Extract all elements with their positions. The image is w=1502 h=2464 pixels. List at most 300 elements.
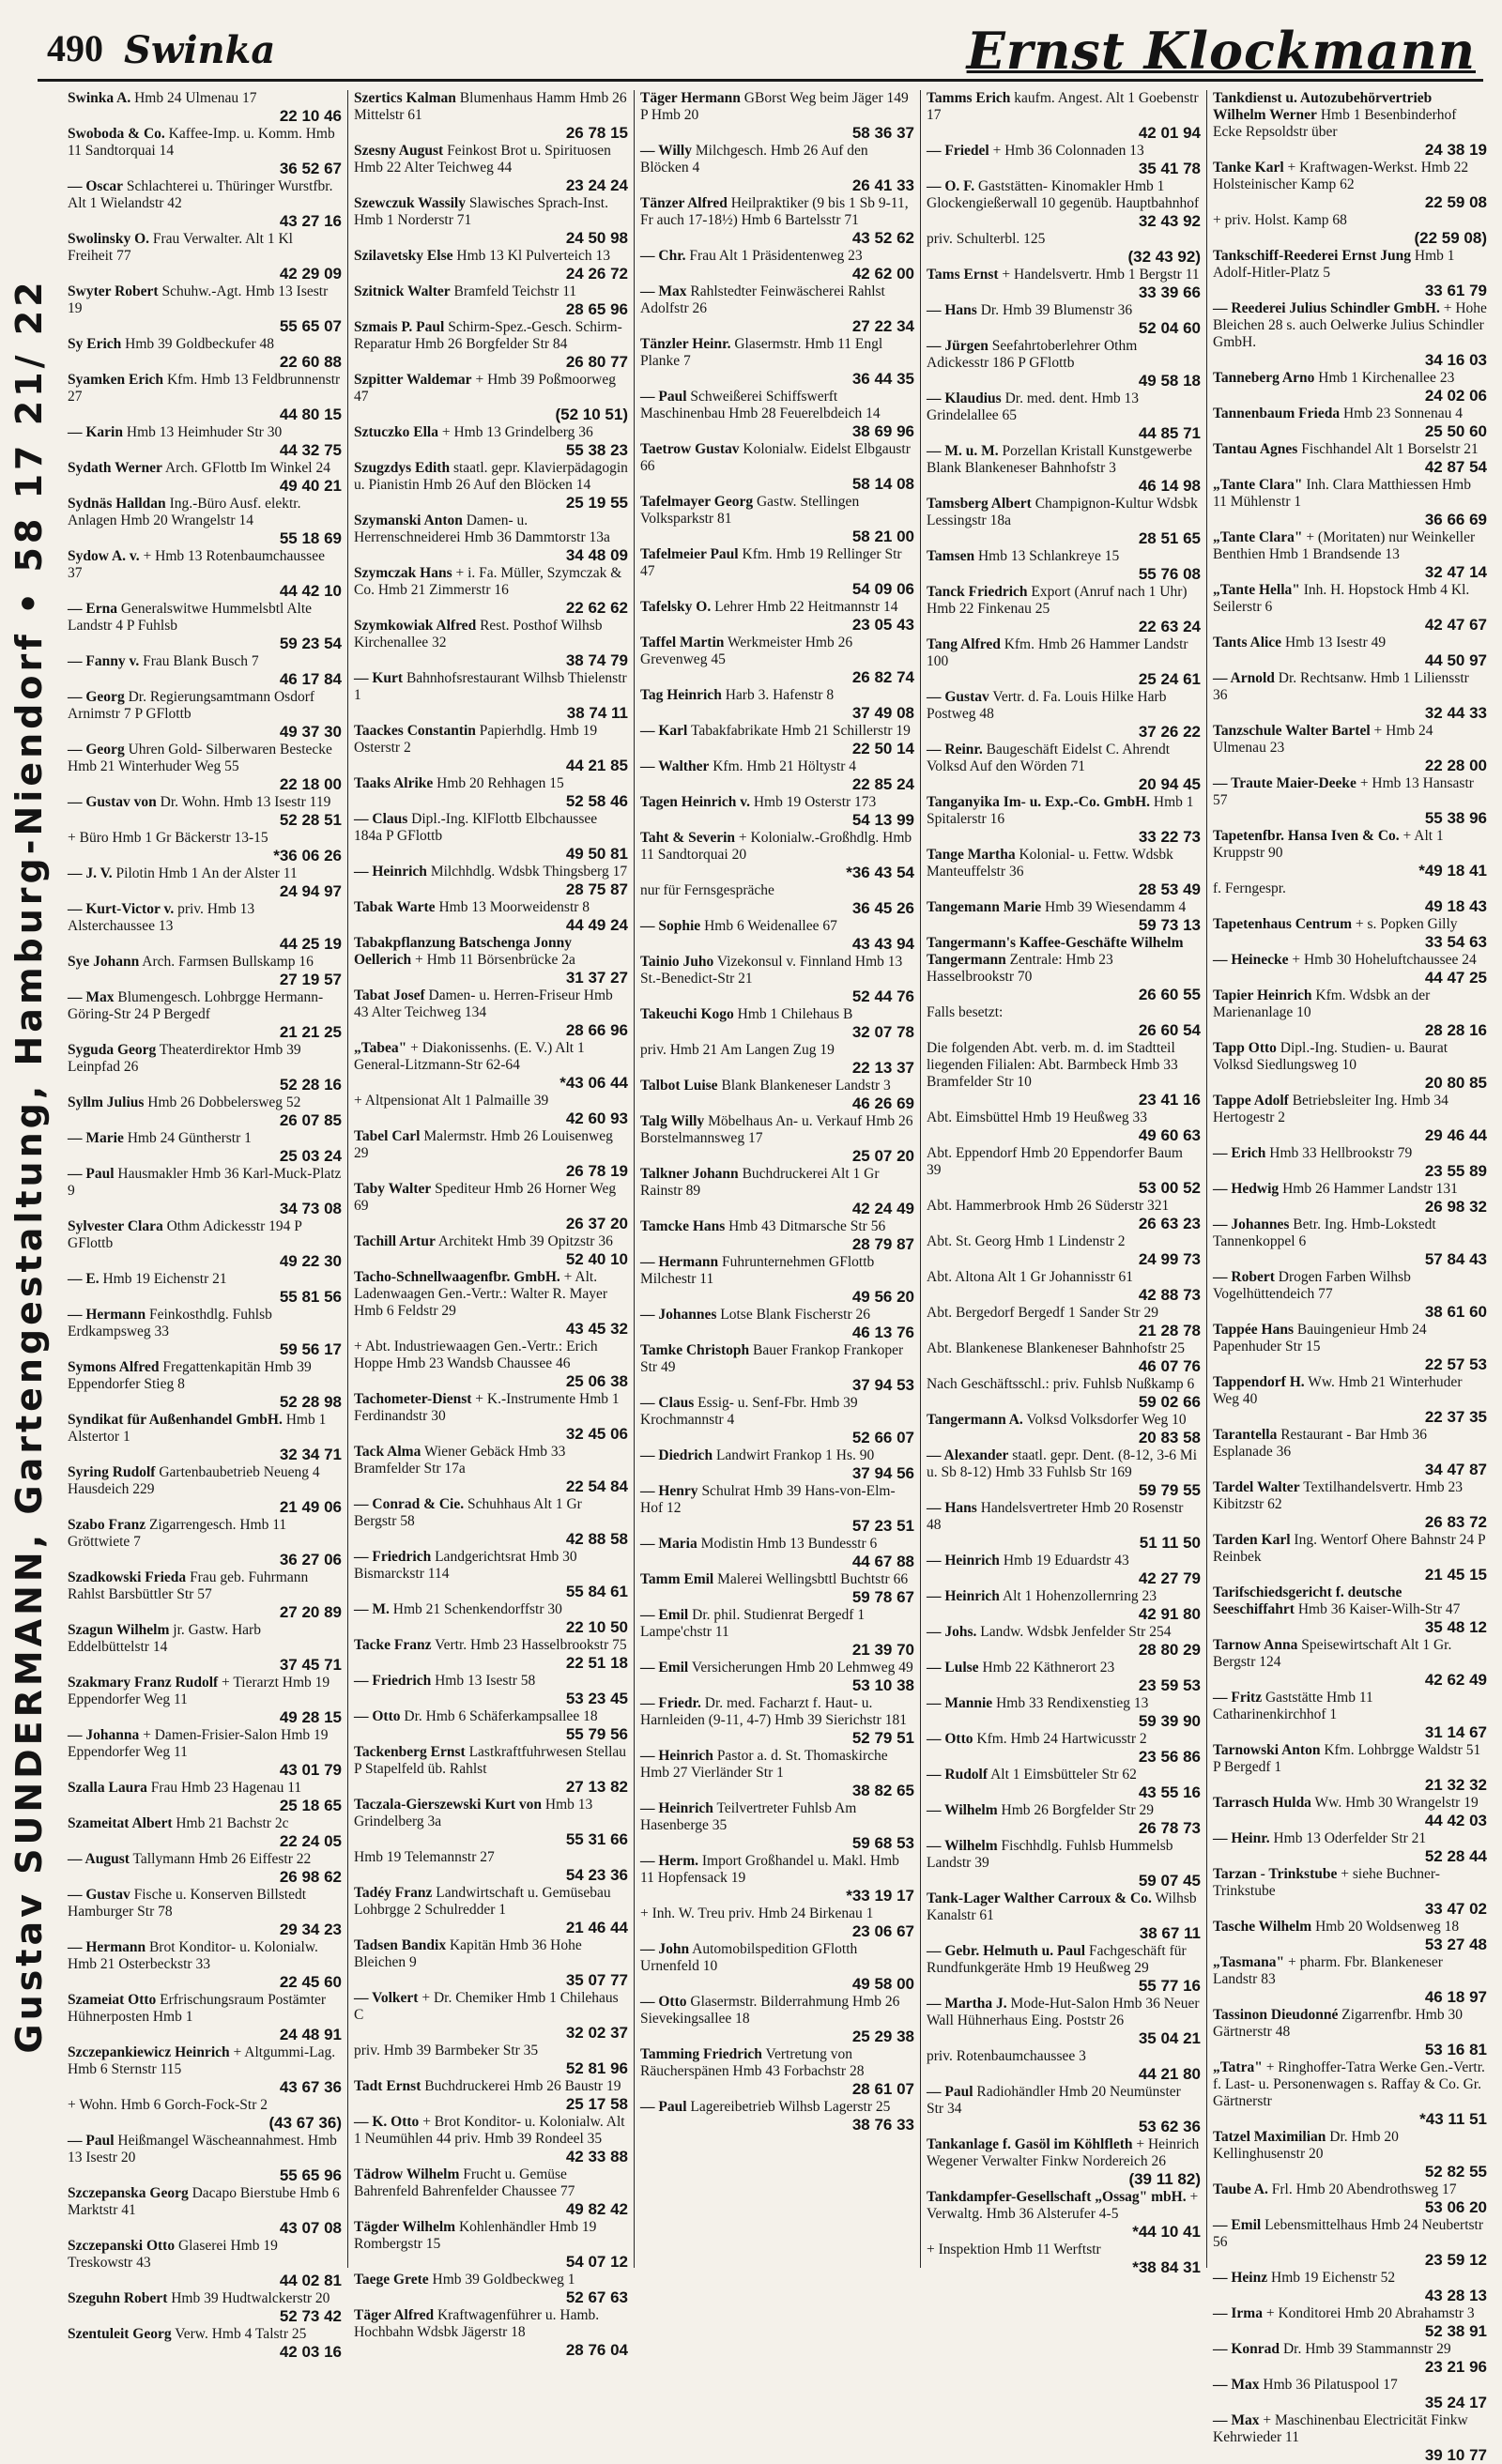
entry-name: „Tante Hella" xyxy=(1213,582,1300,598)
entry-detail: + pharm. Fbr. Blankeneser Landstr 83 xyxy=(1213,1954,1443,1987)
entry-name: Taffel Martin xyxy=(640,635,725,650)
entry-name: Tapier Heinrich xyxy=(1213,987,1312,1003)
entry-phone: 59 78 67 xyxy=(851,1588,914,1606)
directory-entry xyxy=(354,618,628,669)
entry-detail: Dr. Hmb 39 Blumenstr 36 xyxy=(980,302,1133,318)
entry-detail: Dr. Hmb 20 Kellinghusenstr 20 xyxy=(1213,2129,1399,2162)
directory-entry xyxy=(354,2114,628,2166)
entry-detail: Slawisches Sprach-Inst. Hmb 1 Norderstr 71 xyxy=(354,195,608,228)
directory-entry xyxy=(354,864,628,898)
directory-entry xyxy=(640,195,914,247)
entry-detail: Porzellan Kristall Kunstgewerbe Blank Blankeneser Bahnhofstr 3 xyxy=(927,443,1192,476)
entry-phone: *38 84 31 xyxy=(1132,2258,1201,2276)
entry-name: — Erna xyxy=(68,601,117,617)
entry-phone: 44 47 25 xyxy=(1424,969,1487,987)
entry-name: — Heinz xyxy=(1213,2270,1268,2286)
entry-phone: 57 23 51 xyxy=(851,1517,914,1535)
entry-detail: Glasermstr. Hmb 11 Engl Planke 7 xyxy=(640,336,883,369)
entry-detail: Hmb 39 Hudtwalckerstr 20 xyxy=(171,2290,330,2306)
directory-entry xyxy=(1213,300,1487,369)
entry-phone: 22 28 00 xyxy=(1424,757,1487,774)
entry-phone: 52 28 16 xyxy=(279,1076,342,1094)
entry-name: Taczala-Gierszewski Kurt von xyxy=(354,1797,543,1813)
entry-detail: + (Moritaten) nur Weinkeller Benthien Hmb 1 Brandsende 13 xyxy=(1213,529,1476,562)
entry-detail: Papierhdlg. Hmb 19 Osterstr 2 xyxy=(354,723,598,756)
entry-detail: Erfrischungsraum Postämter Hühnerposten Hmb 1 xyxy=(68,1992,327,2025)
entry-detail: Buchdruckerei Hmb 26 Baustr 19 xyxy=(424,2078,621,2094)
entry-phone: 22 10 50 xyxy=(565,1618,628,1636)
entry-phone: 59 73 13 xyxy=(1138,916,1201,934)
entry-name: Szameiat Otto xyxy=(68,1992,157,2008)
entry-detail: Ing. Wentorf Ohere Bahnstr 24 P Reinbek xyxy=(1213,1532,1486,1565)
entry-detail: Dr. Hmb 39 Stammannstr 29 xyxy=(1282,2341,1451,2357)
entry-name: Tankdienst u. Autozubehörvertrieb Wilhelm Werner xyxy=(1213,90,1433,123)
entry-name: „Tasmana" xyxy=(1213,1954,1285,1970)
entry-phone: 42 62 00 xyxy=(851,265,914,283)
entry-name: — Arnold xyxy=(1213,670,1275,686)
entry-name: Szymkowiak Alfred xyxy=(354,618,477,634)
entry-detail: Harb 3. Hafenstr 8 xyxy=(725,687,835,703)
entry-name: Szugzdys Edith xyxy=(354,460,451,476)
directory-column-4 xyxy=(920,90,1206,2276)
entry-phone: 42 91 80 xyxy=(1138,1605,1201,1623)
entry-detail: Hmb 13 Schlankreye 15 xyxy=(977,548,1120,564)
entry-phone: 53 10 38 xyxy=(851,1676,914,1694)
directory-entry xyxy=(640,1905,914,1940)
directory-entry xyxy=(354,935,628,987)
entry-phone: 34 73 08 xyxy=(279,1200,342,1217)
directory-entry xyxy=(640,1078,914,1112)
entry-name: Szilavetsky Else xyxy=(354,248,453,264)
entry-detail: Lehrer Hmb 22 Heitmannstr 14 xyxy=(714,599,898,615)
entry-name: Tapetenfbr. Hansa Iven & Co. xyxy=(1213,828,1400,844)
entry-detail: priv. Hmb 21 Am Langen Zug 19 xyxy=(640,1042,835,1058)
entry-phone: 21 21 25 xyxy=(279,1023,342,1041)
entry-detail: Fische u. Konserven Billstedt Hamburger Str 78 xyxy=(68,1887,307,1920)
entry-phone: 49 28 15 xyxy=(279,1708,342,1726)
entry-detail: Malermstr. Hmb 26 Louisenweg 29 xyxy=(354,1128,613,1161)
entry-detail: Fachgeschäft für Rundfunkgeräte Hmb 19 Heußweg 29 xyxy=(927,1943,1187,1976)
entry-detail: Hmb 39 Goldbeckufer 48 xyxy=(125,336,274,352)
directory-entry xyxy=(1213,723,1487,774)
entry-detail: Hmb 13 Isestr 49 xyxy=(1284,635,1387,650)
entry-name: Täger Alfred xyxy=(354,2307,435,2323)
entry-phone: 49 37 30 xyxy=(279,723,342,741)
entry-name: Sydath Werner xyxy=(68,460,162,476)
directory-entry xyxy=(354,1040,628,1092)
entry-name: Tanganyika Im- u. Exp.-Co. GmbH. xyxy=(927,794,1151,810)
entry-name: — Johs. xyxy=(927,1624,977,1640)
entry-name: Szeguhn Robert xyxy=(68,2290,168,2306)
entry-detail: Frau Hmb 23 Hagenau 11 xyxy=(150,1780,302,1796)
page-number: 490 xyxy=(47,27,103,69)
directory-entry xyxy=(68,178,342,230)
entry-detail: Arch. GFlottb Im Winkel 24 xyxy=(164,460,330,476)
entry-phone: 59 56 17 xyxy=(279,1340,342,1358)
entry-detail: Heilpraktiker (9 bis 1 Sb 9-11, Fr auch 17-18½) Hmb 6 Bartelsstr 71 xyxy=(640,195,909,228)
entry-name: Tacke Franz xyxy=(354,1637,432,1653)
entry-name: — Hans xyxy=(927,302,977,318)
entry-detail: Betr. Ing. Hmb-Lokstedt Tannenkoppel 6 xyxy=(1213,1217,1436,1249)
directory-entry xyxy=(68,1939,342,1991)
entry-name: — Heinecke xyxy=(1213,952,1289,968)
entry-detail: + Hmb 13 Rotenbaumchaussee 37 xyxy=(68,548,325,581)
entry-phone: 55 38 23 xyxy=(565,441,628,459)
entry-name: Szalla Laura xyxy=(68,1780,147,1796)
entry-name: Tabak Warte xyxy=(354,899,436,915)
entry-name: Tamming Friedrich xyxy=(640,2046,762,2062)
directory-entry xyxy=(640,441,914,493)
entry-phone: 43 28 13 xyxy=(1424,2287,1487,2304)
entry-phone: 23 56 86 xyxy=(1138,1748,1201,1766)
entry-detail: + Diakonissenhs. (E. V.) Alt 1 General-Litzmann-Str 62-64 xyxy=(354,1040,585,1073)
entry-detail: Frau Blank Busch 7 xyxy=(143,653,259,669)
entry-phone: 52 38 91 xyxy=(1424,2322,1487,2340)
directory-entry xyxy=(68,742,342,793)
entry-name: — Oscar xyxy=(68,178,123,194)
directory-entry xyxy=(1213,916,1487,951)
directory-entry xyxy=(927,1553,1201,1587)
entry-phone: 52 79 51 xyxy=(851,1729,914,1747)
entry-phone: 26 80 77 xyxy=(565,353,628,371)
directory-entry xyxy=(354,2272,628,2306)
entry-phone: 23 41 16 xyxy=(1138,1091,1201,1109)
entry-detail: Lebensmittelhaus Hmb 24 Neubertstr 56 xyxy=(1213,2217,1484,2250)
entry-phone: 57 84 43 xyxy=(1424,1250,1487,1268)
directory-entry xyxy=(640,283,914,335)
entry-detail: Abt. Blankenese Blankeneser Bahnhofstr 25 xyxy=(927,1340,1186,1356)
entry-detail: Kolonial- u. Fettw. Wdsbk Manteuffelstr 36 xyxy=(927,847,1173,880)
entry-name: — Kurt-Victor v. xyxy=(68,901,175,917)
entry-name: Tardel Walter xyxy=(1213,1479,1300,1495)
directory-entry xyxy=(927,338,1201,390)
directory-entry xyxy=(927,1802,1201,1837)
entry-detail: Architekt Hmb 39 Opitzstr 36 xyxy=(437,1233,613,1249)
entry-name: Tankschiff-Reederei Ernst Jung xyxy=(1213,248,1411,264)
entry-name: — Otto xyxy=(640,1994,687,2010)
directory-entry xyxy=(640,1006,914,1041)
directory-entry xyxy=(640,830,914,881)
entry-detail: Hmb 13 Isestr 58 xyxy=(435,1673,536,1689)
entry-detail: Glasermstr. Bilderrahmung Hmb 26 Sievekingsallee 18 xyxy=(640,1994,900,2027)
directory-entry xyxy=(640,1607,914,1659)
entry-detail: Fischhdlg. Fuhlsb Hummelsb Landstr 39 xyxy=(927,1838,1173,1871)
entry-detail: Kfm. Lohbrgge Waldstr 51 P Bergedf 1 xyxy=(1213,1742,1481,1775)
directory-entry xyxy=(927,1838,1201,1890)
entry-phone: 36 27 06 xyxy=(279,1551,342,1569)
directory-entry xyxy=(354,460,628,512)
directory-entry xyxy=(68,1094,342,1129)
entry-detail: Textilhandelsvertr. Hmb 23 Kibitzstr 62 xyxy=(1213,1479,1463,1512)
directory-entry xyxy=(927,143,1201,177)
entry-phone: 23 59 53 xyxy=(1138,1676,1201,1694)
entry-name: Tamsen xyxy=(927,548,975,564)
entry-phone: 23 05 43 xyxy=(851,616,914,634)
entry-detail: Frl. Hmb 20 Abendrothsweg 17 xyxy=(1271,2181,1457,2197)
entry-name: — O. F. xyxy=(927,178,975,194)
entry-name: — Paul xyxy=(68,1166,115,1182)
entry-detail: Hmb 13 Moorweidenstr 8 xyxy=(438,899,590,915)
entry-detail: Hmb 1 Spitalerstr 16 xyxy=(927,794,1194,827)
entry-phone: 55 84 61 xyxy=(565,1583,628,1600)
directory-entry xyxy=(68,1166,342,1217)
entry-detail: + Dr. Chemiker Hmb 1 Chilehaus C xyxy=(354,1990,619,2023)
entry-phone: 46 07 76 xyxy=(1138,1357,1201,1375)
entry-detail: + Tierarzt Hmb 19 Eppendorfer Weg 11 xyxy=(68,1675,330,1707)
entry-detail: + Inspektion Hmb 11 Werftstr xyxy=(927,2242,1101,2257)
entry-detail: jr. Gastw. Harb Eddelbüttelstr 14 xyxy=(68,1622,261,1655)
directory-column-5 xyxy=(1206,90,1493,2464)
entry-name: — Emil xyxy=(640,1660,689,1676)
entry-phone: 32 45 06 xyxy=(565,1425,628,1443)
entry-name: — Alexander xyxy=(927,1447,1009,1463)
entry-detail: Werkmeister Hmb 26 Grevenweg 45 xyxy=(640,635,853,667)
directory-entry xyxy=(68,2044,342,2096)
entry-phone: 44 21 80 xyxy=(1138,2065,1201,2083)
entry-name: — Heinrich xyxy=(927,1553,1000,1569)
entry-phone: 53 62 36 xyxy=(1138,2118,1201,2135)
entry-phone: 38 67 11 xyxy=(1139,1924,1201,1942)
entry-phone: 31 14 67 xyxy=(1424,1723,1487,1741)
entry-phone: 55 38 96 xyxy=(1424,809,1487,827)
directory-entry xyxy=(354,1990,628,2042)
entry-name: — Heinrich xyxy=(927,1588,1000,1604)
entry-phone: 44 25 19 xyxy=(279,935,342,953)
directory-entry xyxy=(927,636,1201,688)
entry-phone: 46 13 76 xyxy=(851,1324,914,1341)
entry-name: Szakmary Franz Rudolf xyxy=(68,1675,219,1691)
entry-name: „Tante Clara" xyxy=(1213,477,1303,493)
entry-name: Tanzschule Walter Bartel xyxy=(1213,723,1371,739)
entry-phone: 26 60 55 xyxy=(1138,986,1201,1003)
directory-entry xyxy=(927,689,1201,741)
entry-phone: 52 44 76 xyxy=(851,987,914,1005)
entry-phone: 38 82 65 xyxy=(851,1782,914,1799)
entry-name: — Gustav von xyxy=(68,794,157,810)
entry-name: — Irma xyxy=(1213,2305,1263,2321)
directory-entry xyxy=(927,2242,1201,2276)
entry-name: — Fritz xyxy=(1213,1690,1263,1706)
entry-name: Szesny August xyxy=(354,143,444,159)
directory-entry xyxy=(354,1233,628,1268)
entry-name: — Sophie xyxy=(640,918,701,934)
entry-name: Tafelmayer Georg xyxy=(640,494,754,510)
directory-entry xyxy=(68,2097,342,2132)
entry-phone: 44 50 97 xyxy=(1424,651,1487,669)
directory-entry xyxy=(1213,1093,1487,1144)
entry-name: Syndikat für Außenhandel GmbH. xyxy=(68,1412,283,1428)
entry-name: Tabat Josef xyxy=(354,987,425,1003)
entry-name: Tacho-Schnellwaagenfbr. GmbH. xyxy=(354,1269,560,1285)
directory-entry xyxy=(640,1748,914,1799)
entry-name: — Friedr. xyxy=(640,1695,701,1711)
entry-detail: Hmb 33 Hellbrookstr 79 xyxy=(1269,1145,1413,1161)
entry-phone: 46 17 84 xyxy=(279,670,342,688)
entry-phone: 27 19 57 xyxy=(279,971,342,988)
entry-name: Tankanlage f. Gasöl im Köhlfleth xyxy=(927,2136,1133,2152)
directory-entry xyxy=(354,1496,628,1548)
directory-entry xyxy=(1213,1479,1487,1531)
entry-detail: Hmb 19 Eichenstr 52 xyxy=(1271,2270,1396,2286)
directory-entry xyxy=(927,1376,1201,1411)
directory-entry xyxy=(927,1447,1201,1499)
entry-phone: 22 62 62 xyxy=(565,599,628,617)
entry-name: Tachill Artur xyxy=(354,1233,436,1249)
entry-detail: Frucht u. Gemüse Bahrenfeld Bahrenfelder Chaussee 77 xyxy=(354,2166,575,2199)
directory-entry xyxy=(1213,1637,1487,1689)
entry-name: Sylvester Clara xyxy=(68,1218,163,1234)
entry-name: Talkner Johann xyxy=(640,1166,739,1182)
entry-detail: + Abt. Industriewaagen Gen.-Vertr.: Erich Hoppe Hmb 23 Wandsb Chaussee 46 xyxy=(354,1339,598,1371)
entry-phone: 53 27 48 xyxy=(1424,1936,1487,1953)
directory-entry xyxy=(927,231,1201,266)
entry-phone: 49 56 20 xyxy=(851,1288,914,1306)
directory-entry xyxy=(68,2185,342,2237)
entry-detail: Gartenbaubetrieb Neueng 4 Hausdeich 229 xyxy=(68,1464,320,1497)
entry-phone: 53 06 20 xyxy=(1424,2198,1487,2216)
entry-name: — John xyxy=(640,1941,690,1957)
entry-detail: Hmb 24 Güntherstr 1 xyxy=(127,1130,252,1146)
entry-detail: + Maschinenbau Electricität Finkw Kehrwieder 11 xyxy=(1213,2412,1468,2445)
directory-entry xyxy=(927,302,1201,337)
entry-phone: 29 46 44 xyxy=(1424,1126,1487,1144)
directory-entry xyxy=(68,830,342,865)
entry-name: — Otto xyxy=(927,1731,973,1747)
entry-name: Taetrow Gustav xyxy=(640,441,740,457)
entry-phone: 38 69 96 xyxy=(851,422,914,440)
entry-detail: + s. Popken Gilly xyxy=(1355,916,1458,932)
directory-entry xyxy=(640,1307,914,1341)
entry-phone: 43 27 16 xyxy=(279,212,342,230)
entry-phone: 28 51 65 xyxy=(1138,529,1201,547)
entry-detail: + priv. Holst. Kamp 68 xyxy=(1213,212,1347,228)
directory-entry xyxy=(640,1695,914,1747)
entry-detail: Baugeschäft Eidelst C. Ahrendt Volksd Auf den Wörden 71 xyxy=(927,742,1171,774)
entry-phone: 32 47 14 xyxy=(1424,563,1487,581)
directory-entry xyxy=(68,1271,342,1306)
directory-entry xyxy=(1213,2412,1487,2464)
entry-name: — Karin xyxy=(68,424,123,440)
entry-detail: Ww. Hmb 30 Wrangelstr 19 xyxy=(1314,1795,1479,1811)
directory-entry xyxy=(1213,1795,1487,1829)
entry-detail: Dr. phil. Studienrat Bergedf 1 Lampe'chstr 11 xyxy=(640,1607,866,1640)
directory-entry xyxy=(640,248,914,283)
entry-detail: Zigarrengesch. Hmb 11 Gröttwiete 7 xyxy=(68,1517,287,1550)
entry-detail: Kolonialw. Eidelst Elbgaustr 66 xyxy=(640,441,911,474)
entry-phone: 36 52 67 xyxy=(279,160,342,177)
entry-name: Tangermann's Kaffee-Geschäfte Wilhelm Tangermann xyxy=(927,935,1184,968)
directory-entry xyxy=(68,231,342,283)
entry-name: Tatzel Maximilian xyxy=(1213,2129,1326,2145)
entry-name: Swoboda & Co. xyxy=(68,126,165,142)
directory-entry xyxy=(1213,477,1487,528)
page-header xyxy=(38,21,1483,82)
directory-entry xyxy=(927,1996,1201,2047)
directory-entry xyxy=(640,1113,914,1165)
directory-entry xyxy=(640,1218,914,1253)
entry-name: Szpitter Waldemar xyxy=(354,372,472,388)
entry-phone: 32 44 33 xyxy=(1424,704,1487,722)
entry-phone: 26 37 20 xyxy=(565,1215,628,1232)
entry-phone: 42 87 54 xyxy=(1424,458,1487,476)
entry-phone: 59 23 54 xyxy=(279,635,342,652)
directory-entry xyxy=(927,2084,1201,2135)
entry-phone: 33 22 73 xyxy=(1138,828,1201,846)
entry-name: — Heinr. xyxy=(1213,1830,1270,1846)
entry-name: Tabakpflanzung Batschenga Jonny Oellerich xyxy=(354,935,573,968)
entry-phone: 44 42 10 xyxy=(279,582,342,600)
entry-phone: 23 21 96 xyxy=(1424,2358,1487,2376)
directory-entry xyxy=(927,742,1201,793)
directory-entry xyxy=(354,1937,628,1989)
entry-phone: 49 60 63 xyxy=(1138,1126,1201,1144)
directory-entry xyxy=(354,1797,628,1848)
entry-phone: 42 33 88 xyxy=(565,2148,628,2166)
entry-phone: 55 31 66 xyxy=(565,1830,628,1848)
directory-entry xyxy=(68,989,342,1041)
entry-phone: 25 03 24 xyxy=(279,1147,342,1165)
entry-phone: 49 50 81 xyxy=(565,845,628,863)
entry-detail: Landwirtschaft u. Gemüsebau Lohbrgge 2 Schulredder 1 xyxy=(354,1885,611,1918)
directory-entry xyxy=(354,319,628,371)
directory-column-1 xyxy=(62,90,347,2361)
directory-entry xyxy=(68,1218,342,1270)
entry-phone: 22 45 60 xyxy=(279,1973,342,1991)
entry-phone: (22 59 08) xyxy=(1414,229,1487,247)
entry-detail: Gaststätten- Kinomakler Hmb 1 Glockengießerwall 10 gegenüb. Hauptbahnhof xyxy=(927,178,1200,211)
entry-name: — Friedel xyxy=(927,143,989,159)
entry-name: — Max xyxy=(1213,2412,1260,2428)
entry-phone: 37 45 71 xyxy=(279,1656,342,1674)
directory-entry xyxy=(68,1130,342,1165)
directory-entry xyxy=(1213,987,1487,1039)
directory-entry xyxy=(640,1660,914,1694)
entry-phone: 26 83 72 xyxy=(1424,1513,1487,1531)
directory-entry xyxy=(354,2043,628,2077)
entry-detail: Milchhdlg. Wdsbk Thingsberg 17 xyxy=(430,864,628,880)
entry-name: Tank-Lager Walther Carroux & Co. xyxy=(927,1890,1152,1906)
entry-detail: Hmb 39 Wiesendamm 4 xyxy=(1045,899,1187,915)
entry-phone: 42 01 94 xyxy=(1138,124,1201,142)
entry-name: Tappe Adolf xyxy=(1213,1093,1289,1109)
entry-name: Tarzan - Trinkstube xyxy=(1213,1866,1338,1882)
directory-entry xyxy=(640,635,914,686)
entry-phone: 24 26 72 xyxy=(565,265,628,283)
entry-phone: 54 09 06 xyxy=(851,580,914,598)
entry-detail: Vizekonsul v. Finnland Hmb 13 St.-Benedict-Str 21 xyxy=(640,954,903,987)
entry-name: — K. Otto xyxy=(354,2114,420,2130)
entry-name: Tants Alice xyxy=(1213,635,1282,650)
entry-name: Sydow A. v. xyxy=(68,548,140,564)
entry-detail: Glaserei Hmb 19 Treskowstr 43 xyxy=(68,2238,278,2271)
entry-phone: 34 47 87 xyxy=(1424,1461,1487,1478)
entry-detail: Blumengesch. Lohbrgge Hermann-Göring-Str 24 P Bergedf xyxy=(68,989,324,1022)
entry-phone: 26 78 15 xyxy=(565,124,628,142)
entry-phone: 33 54 63 xyxy=(1424,933,1487,951)
entry-name: Tadsen Bandix xyxy=(354,1937,447,1953)
directory-entry xyxy=(1213,2270,1487,2304)
entry-detail: Hmb 23 Sonnenau 4 xyxy=(1342,406,1463,421)
directory-entry xyxy=(640,1800,914,1852)
entry-phone: 59 07 45 xyxy=(1138,1872,1201,1890)
entry-name: — Maria xyxy=(640,1536,697,1552)
entry-name: Tadéy Franz xyxy=(354,1885,433,1901)
entry-phone: 20 83 58 xyxy=(1138,1429,1201,1446)
entry-phone: 32 43 92 xyxy=(1138,212,1201,230)
entry-detail: Ww. Hmb 21 Winterhuder Weg 40 xyxy=(1213,1374,1463,1407)
entry-detail: Landgerichtsrat Hmb 30 Bismarckstr 114 xyxy=(354,1549,577,1582)
entry-detail: Verw. Hmb 4 Talstr 25 xyxy=(175,2326,307,2342)
